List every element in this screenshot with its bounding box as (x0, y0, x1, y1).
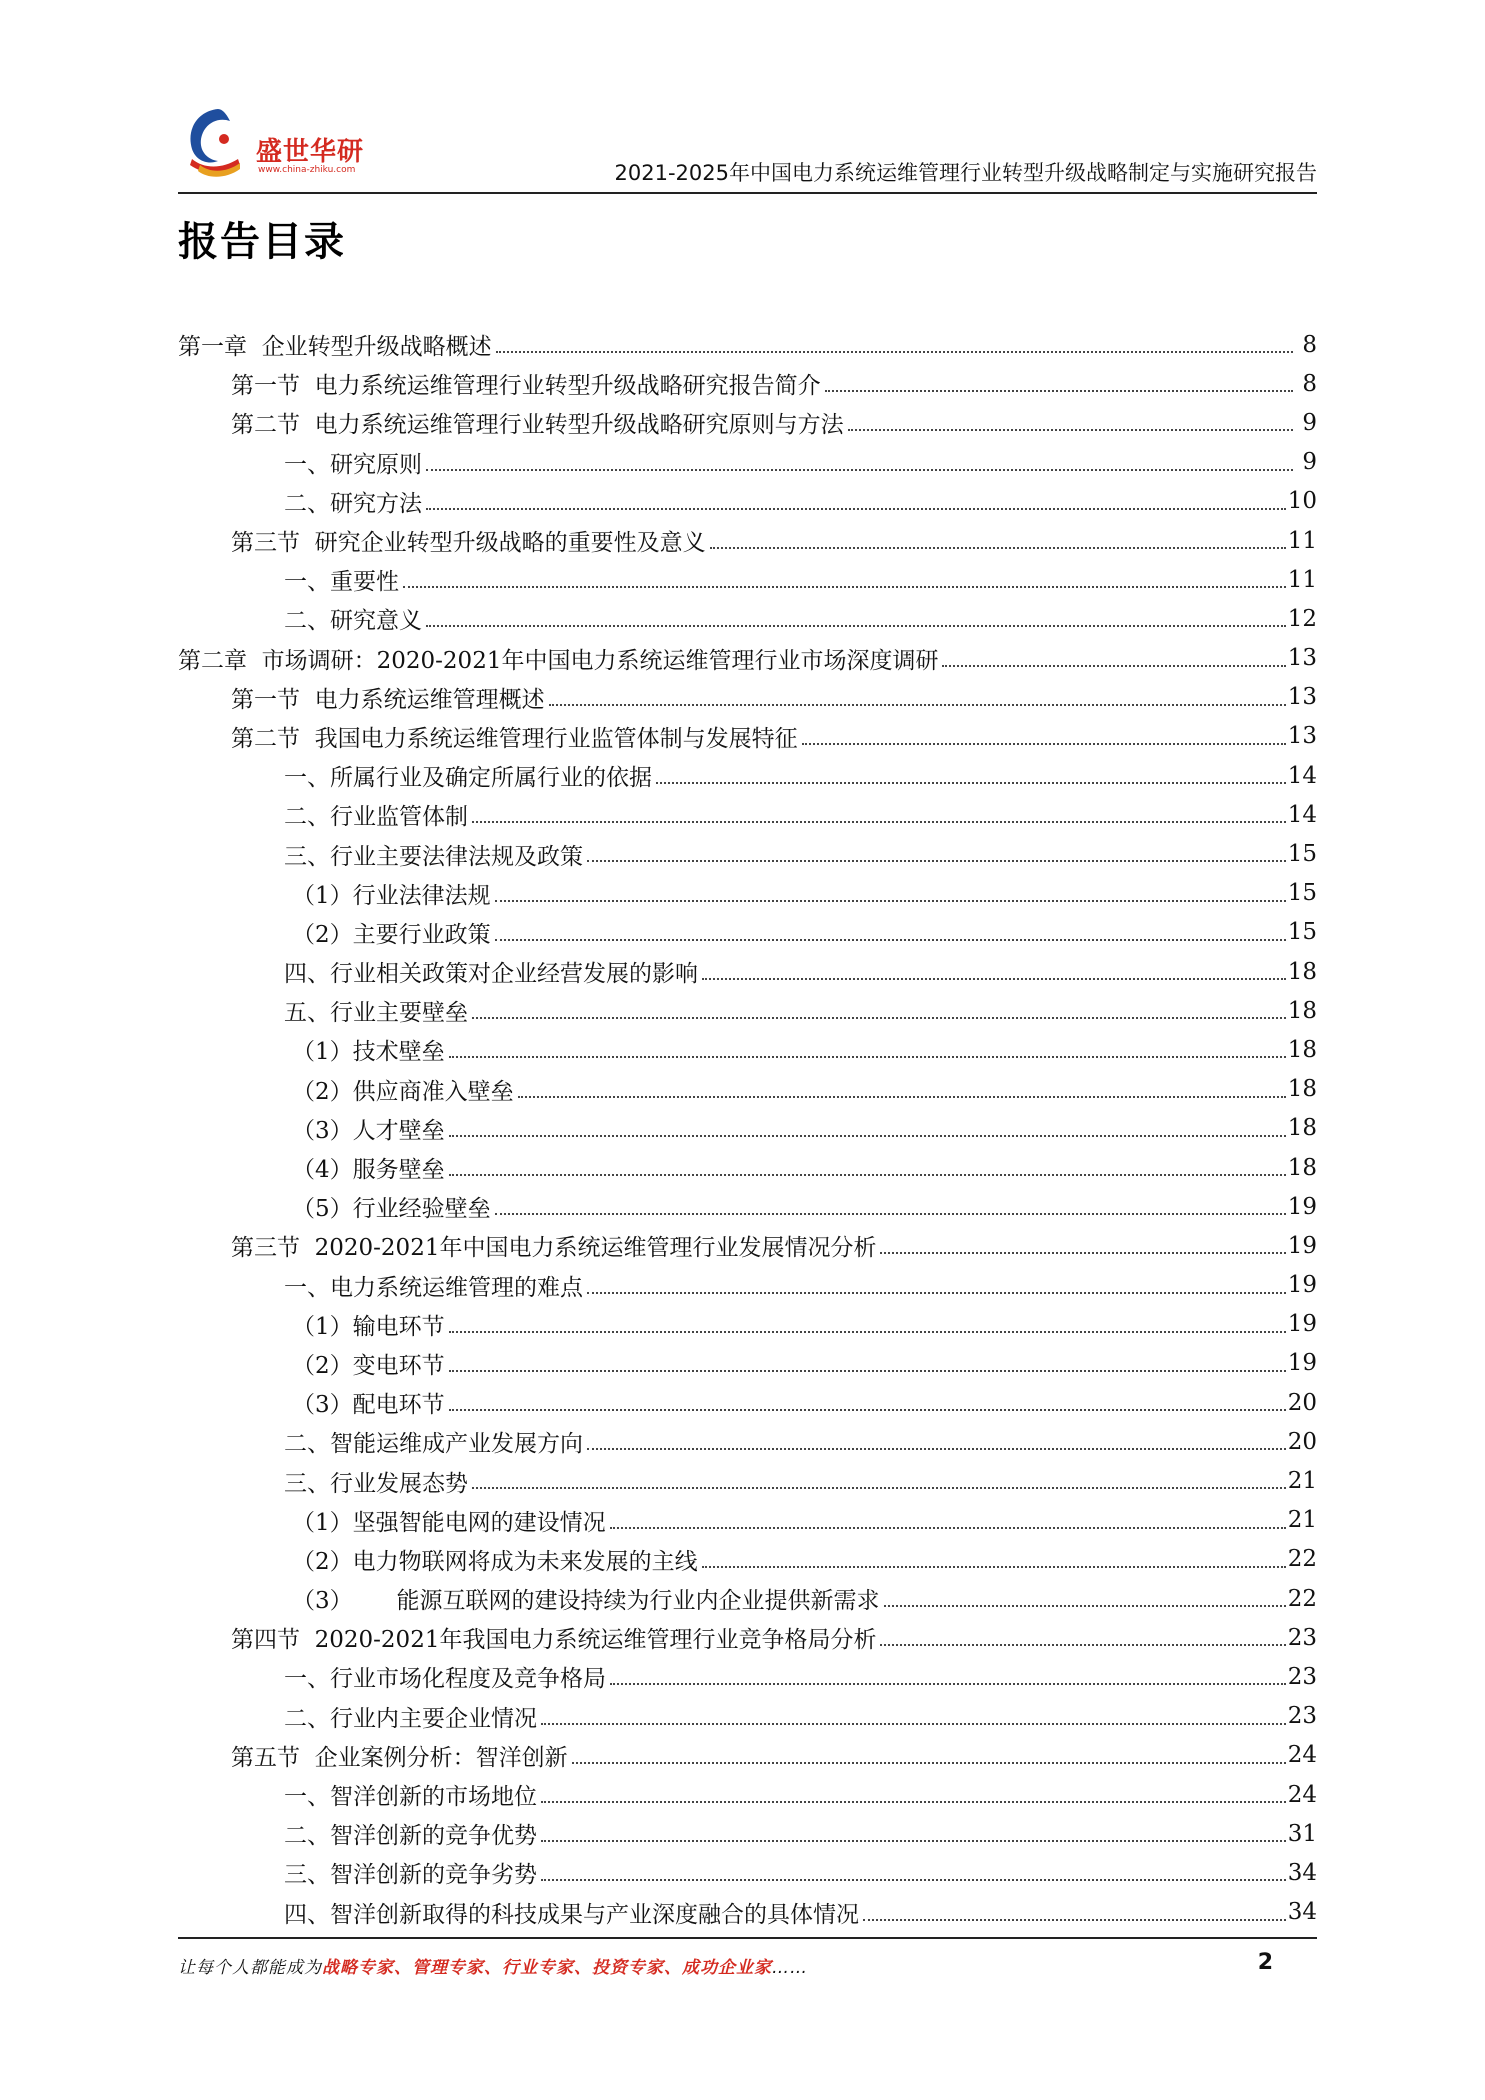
footer-suffix: …… (772, 1958, 808, 1978)
toc-dot-leader (541, 1853, 1286, 1881)
toc-entry[interactable] (178, 403, 1317, 442)
toc-entry-title: （1）坚强智能电网的建设情况 (292, 1504, 610, 1537)
footer-highlight: 战略专家、管理专家、行业专家、投资专家、成功企业家 (322, 1958, 772, 1978)
toc-entry-page: 19 (1287, 1193, 1317, 1220)
logo-emblem-icon (178, 103, 258, 183)
toc-entry-page: 13 (1287, 684, 1317, 711)
toc-entry[interactable] (178, 1501, 1317, 1540)
toc-dot-leader (426, 443, 1293, 471)
toc-entry-page: 19 (1287, 1232, 1317, 1259)
toc-entry[interactable] (178, 325, 1317, 364)
toc-entry-page: 14 (1287, 801, 1317, 828)
toc-dot-leader (587, 834, 1286, 862)
toc-dot-leader (449, 1148, 1286, 1176)
toc-entry-title: 二、研究方法 (284, 485, 426, 518)
toc-dot-leader (587, 1266, 1286, 1294)
toc-dot-leader (802, 717, 1286, 745)
toc-entry-title: （1）行业法律法规 (292, 877, 495, 910)
toc-entry-page: 34 (1287, 1859, 1317, 1886)
toc-entry-title: 第三节 研究企业转型升级战略的重要性及意义 (231, 524, 710, 557)
toc-entry-page: 24 (1287, 1742, 1317, 1769)
toc-entry-page: 31 (1287, 1820, 1317, 1847)
toc-entry-title: 第五节 企业案例分析：智洋创新 (231, 1739, 572, 1772)
toc-entry-title: 第一节 电力系统运维管理行业转型升级战略研究报告简介 (231, 367, 825, 400)
toc-entry[interactable] (178, 1187, 1317, 1226)
toc-dot-leader (426, 599, 1286, 627)
toc-entry-page: 15 (1287, 880, 1317, 907)
toc-dot-leader (610, 1501, 1286, 1529)
toc-dot-leader (449, 1305, 1286, 1333)
toc-entry-title: （1）输电环节 (292, 1308, 449, 1341)
toc-entry[interactable] (178, 1814, 1317, 1853)
toc-entry-page: 34 (1287, 1899, 1317, 1926)
toc-dot-leader (610, 1657, 1286, 1685)
toc-dot-leader (587, 1422, 1286, 1450)
toc-entry[interactable] (178, 1344, 1317, 1383)
footer-slogan (178, 1953, 808, 1978)
toc-entry-page: 24 (1287, 1781, 1317, 1808)
toc-entry-title: 第一节 电力系统运维管理概述 (231, 681, 549, 714)
toc-entry-page: 18 (1287, 1076, 1317, 1103)
toc-entry[interactable] (178, 1736, 1317, 1775)
toc-dot-leader (549, 678, 1286, 706)
toc-entry[interactable] (178, 364, 1317, 403)
toc-entry-title: 一、行业市场化程度及竞争格局 (284, 1660, 610, 1693)
toc-entry-title: （3）人才壁垒 (292, 1112, 449, 1145)
toc-entry-page: 10 (1287, 488, 1317, 515)
footer-divider (178, 1937, 1317, 1939)
toc-entry[interactable] (178, 874, 1317, 913)
table-of-contents (178, 325, 1317, 1932)
toc-entry-page: 19 (1287, 1350, 1317, 1377)
toc-entry-page: 18 (1287, 1115, 1317, 1142)
toc-dot-leader (848, 403, 1293, 431)
toc-dot-leader (495, 1187, 1286, 1215)
toc-entry[interactable] (178, 1579, 1317, 1618)
toc-entry-title: 第三节 2020-2021年中国电力系统运维管理行业发展情况分析 (231, 1229, 880, 1262)
toc-entry-page: 23 (1287, 1624, 1317, 1651)
toc-dot-leader (518, 1070, 1286, 1098)
toc-entry[interactable] (178, 1030, 1317, 1069)
toc-dot-leader (495, 874, 1286, 902)
toc-entry-title: 三、行业主要法律法规及政策 (284, 838, 587, 871)
toc-entry[interactable] (178, 991, 1317, 1030)
toc-dot-leader (472, 795, 1286, 823)
toc-entry-page: 19 (1287, 1311, 1317, 1338)
header-divider (178, 192, 1317, 194)
toc-dot-leader (825, 364, 1293, 392)
toc-entry[interactable] (178, 443, 1317, 482)
toc-entry-title: （4）服务壁垒 (292, 1151, 449, 1184)
toc-entry[interactable] (178, 1540, 1317, 1579)
toc-dot-leader (472, 991, 1286, 1019)
toc-entry[interactable] (178, 1461, 1317, 1500)
toc-entry-page: 23 (1287, 1663, 1317, 1690)
toc-entry-page: 9 (1302, 409, 1317, 436)
toc-entry-page: 22 (1287, 1585, 1317, 1612)
toc-entry[interactable] (178, 952, 1317, 991)
toc-entry[interactable] (178, 717, 1317, 756)
toc-entry[interactable] (178, 1226, 1317, 1265)
toc-dot-leader (710, 521, 1286, 549)
toc-dot-leader (541, 1814, 1286, 1842)
toc-entry-title: 一、智洋创新的市场地位 (284, 1778, 541, 1811)
toc-dot-leader (702, 952, 1286, 980)
toc-entry-title: 一、电力系统运维管理的难点 (284, 1269, 587, 1302)
toc-dot-leader (472, 1461, 1286, 1489)
toc-entry[interactable] (178, 1148, 1317, 1187)
toc-entry-page: 18 (1287, 1036, 1317, 1063)
toc-entry[interactable] (178, 795, 1317, 834)
toc-entry-title: 一、重要性 (284, 563, 403, 596)
toc-entry[interactable] (178, 521, 1317, 560)
toc-entry[interactable] (178, 1697, 1317, 1736)
toc-dot-leader (449, 1344, 1286, 1372)
toc-entry-title: （2）供应商准入壁垒 (292, 1073, 518, 1106)
toc-entry-title: 第四节 2020-2021年我国电力系统运维管理行业竞争格局分析 (231, 1621, 880, 1654)
toc-entry[interactable] (178, 1109, 1317, 1148)
toc-entry-title: 四、智洋创新取得的科技成果与产业深度融合的具体情况 (284, 1896, 863, 1929)
toc-entry[interactable] (178, 639, 1317, 678)
toc-entry-title: 五、行业主要壁垒 (284, 994, 472, 1027)
toc-dot-leader (572, 1736, 1286, 1764)
toc-entry-page: 18 (1287, 958, 1317, 985)
toc-dot-leader (541, 1697, 1286, 1725)
toc-entry-title: 二、智洋创新的竞争优势 (284, 1817, 541, 1850)
toc-entry[interactable] (178, 1618, 1317, 1657)
toc-entry[interactable] (178, 1266, 1317, 1305)
toc-entry[interactable] (178, 678, 1317, 717)
toc-dot-leader (426, 482, 1286, 510)
toc-entry-title: （5）行业经验壁垒 (292, 1190, 495, 1223)
toc-entry-page: 11 (1287, 566, 1317, 593)
toc-dot-leader (495, 913, 1286, 941)
toc-dot-leader (449, 1109, 1286, 1137)
toc-dot-leader (403, 560, 1286, 588)
toc-entry[interactable] (178, 834, 1317, 873)
toc-entry[interactable] (178, 756, 1317, 795)
toc-dot-leader (541, 1775, 1286, 1803)
toc-entry[interactable] (178, 1775, 1317, 1814)
logo-url: www.china-zhiku.com (258, 165, 356, 175)
toc-entry-title: 四、行业相关政策对企业经营发展的影响 (284, 955, 702, 988)
toc-dot-leader (656, 756, 1286, 784)
toc-entry-page: 22 (1287, 1546, 1317, 1573)
toc-dot-leader (884, 1579, 1286, 1607)
toc-entry-page: 8 (1302, 370, 1317, 397)
toc-entry[interactable] (178, 1422, 1317, 1461)
toc-entry-page: 11 (1287, 527, 1317, 554)
toc-entry-title: 二、研究意义 (284, 602, 426, 635)
toc-entry-page: 18 (1287, 997, 1317, 1024)
toc-entry-page: 14 (1287, 762, 1317, 789)
toc-entry-page: 21 (1287, 1468, 1317, 1495)
toc-entry-page: 18 (1287, 1154, 1317, 1181)
toc-entry-title: 三、行业发展态势 (284, 1465, 472, 1498)
toc-entry-title: 二、行业内主要企业情况 (284, 1700, 541, 1733)
toc-entry-page: 21 (1287, 1507, 1317, 1534)
toc-entry-title: （2）变电环节 (292, 1347, 449, 1380)
logo-name: 盛世华研 (256, 137, 365, 167)
toc-entry[interactable] (178, 1305, 1317, 1344)
toc-entry-title: （3）配电环节 (292, 1386, 449, 1419)
toc-entry-title: （2）主要行业政策 (292, 916, 495, 949)
company-logo (178, 103, 388, 183)
toc-entry[interactable] (178, 1893, 1317, 1932)
toc-dot-leader (880, 1226, 1285, 1254)
toc-entry-page: 19 (1287, 1272, 1317, 1299)
toc-entry-page: 20 (1287, 1428, 1317, 1455)
toc-entry-title: 二、行业监管体制 (284, 798, 472, 831)
toc-entry[interactable] (178, 560, 1317, 599)
page-number: 2 (1257, 1950, 1273, 1975)
toc-entry-title: 第二节 我国电力系统运维管理行业监管体制与发展特征 (231, 720, 802, 753)
toc-entry-page: 23 (1287, 1703, 1317, 1730)
toc-entry-page: 15 (1287, 841, 1317, 868)
toc-entry-page: 9 (1302, 449, 1317, 476)
toc-dot-leader (449, 1030, 1286, 1058)
toc-entry-title: （1）技术壁垒 (292, 1033, 449, 1066)
toc-entry-title: 一、研究原则 (284, 446, 426, 479)
toc-entry[interactable] (178, 599, 1317, 638)
toc-dot-leader (702, 1540, 1286, 1568)
toc-entry[interactable] (178, 1383, 1317, 1422)
toc-entry-page: 20 (1287, 1389, 1317, 1416)
toc-entry-title: （2）电力物联网将成为未来发展的主线 (292, 1543, 702, 1576)
toc-entry-page: 8 (1302, 331, 1317, 358)
toc-entry[interactable] (178, 1657, 1317, 1696)
toc-entry-title: （3） 能源互联网的建设持续为行业内企业提供新需求 (292, 1582, 884, 1615)
toc-entry[interactable] (178, 482, 1317, 521)
toc-dot-leader (449, 1383, 1286, 1411)
toc-entry-page: 13 (1287, 645, 1317, 672)
toc-dot-leader (880, 1618, 1285, 1646)
toc-entry-title: 第一章 企业转型升级战略概述 (178, 328, 496, 361)
toc-entry-title: 一、所属行业及确定所属行业的依据 (284, 759, 656, 792)
toc-entry-title: 第二章 市场调研：2020-2021年中国电力系统运维管理行业市场深度调研 (178, 642, 942, 675)
toc-entry-title: 第二节 电力系统运维管理行业转型升级战略研究原则与方法 (231, 406, 848, 439)
toc-entry[interactable] (178, 913, 1317, 952)
toc-entry-title: 二、智能运维成产业发展方向 (284, 1425, 587, 1458)
page-title: 报告目录 (178, 219, 346, 265)
toc-entry[interactable] (178, 1853, 1317, 1892)
toc-entry-page: 15 (1287, 919, 1317, 946)
toc-dot-leader (496, 325, 1293, 353)
toc-entry-title: 三、智洋创新的竞争劣势 (284, 1856, 541, 1889)
toc-entry[interactable] (178, 1070, 1317, 1109)
footer-prefix: 让每个人都能成为 (178, 1958, 322, 1978)
toc-dot-leader (942, 639, 1285, 667)
toc-entry-page: 13 (1287, 723, 1317, 750)
toc-dot-leader (863, 1893, 1286, 1921)
toc-entry-page: 12 (1287, 605, 1317, 632)
report-title: 2021-2025年中国电力系统运维管理行业转型升级战略制定与实施研究报告 (614, 161, 1317, 185)
